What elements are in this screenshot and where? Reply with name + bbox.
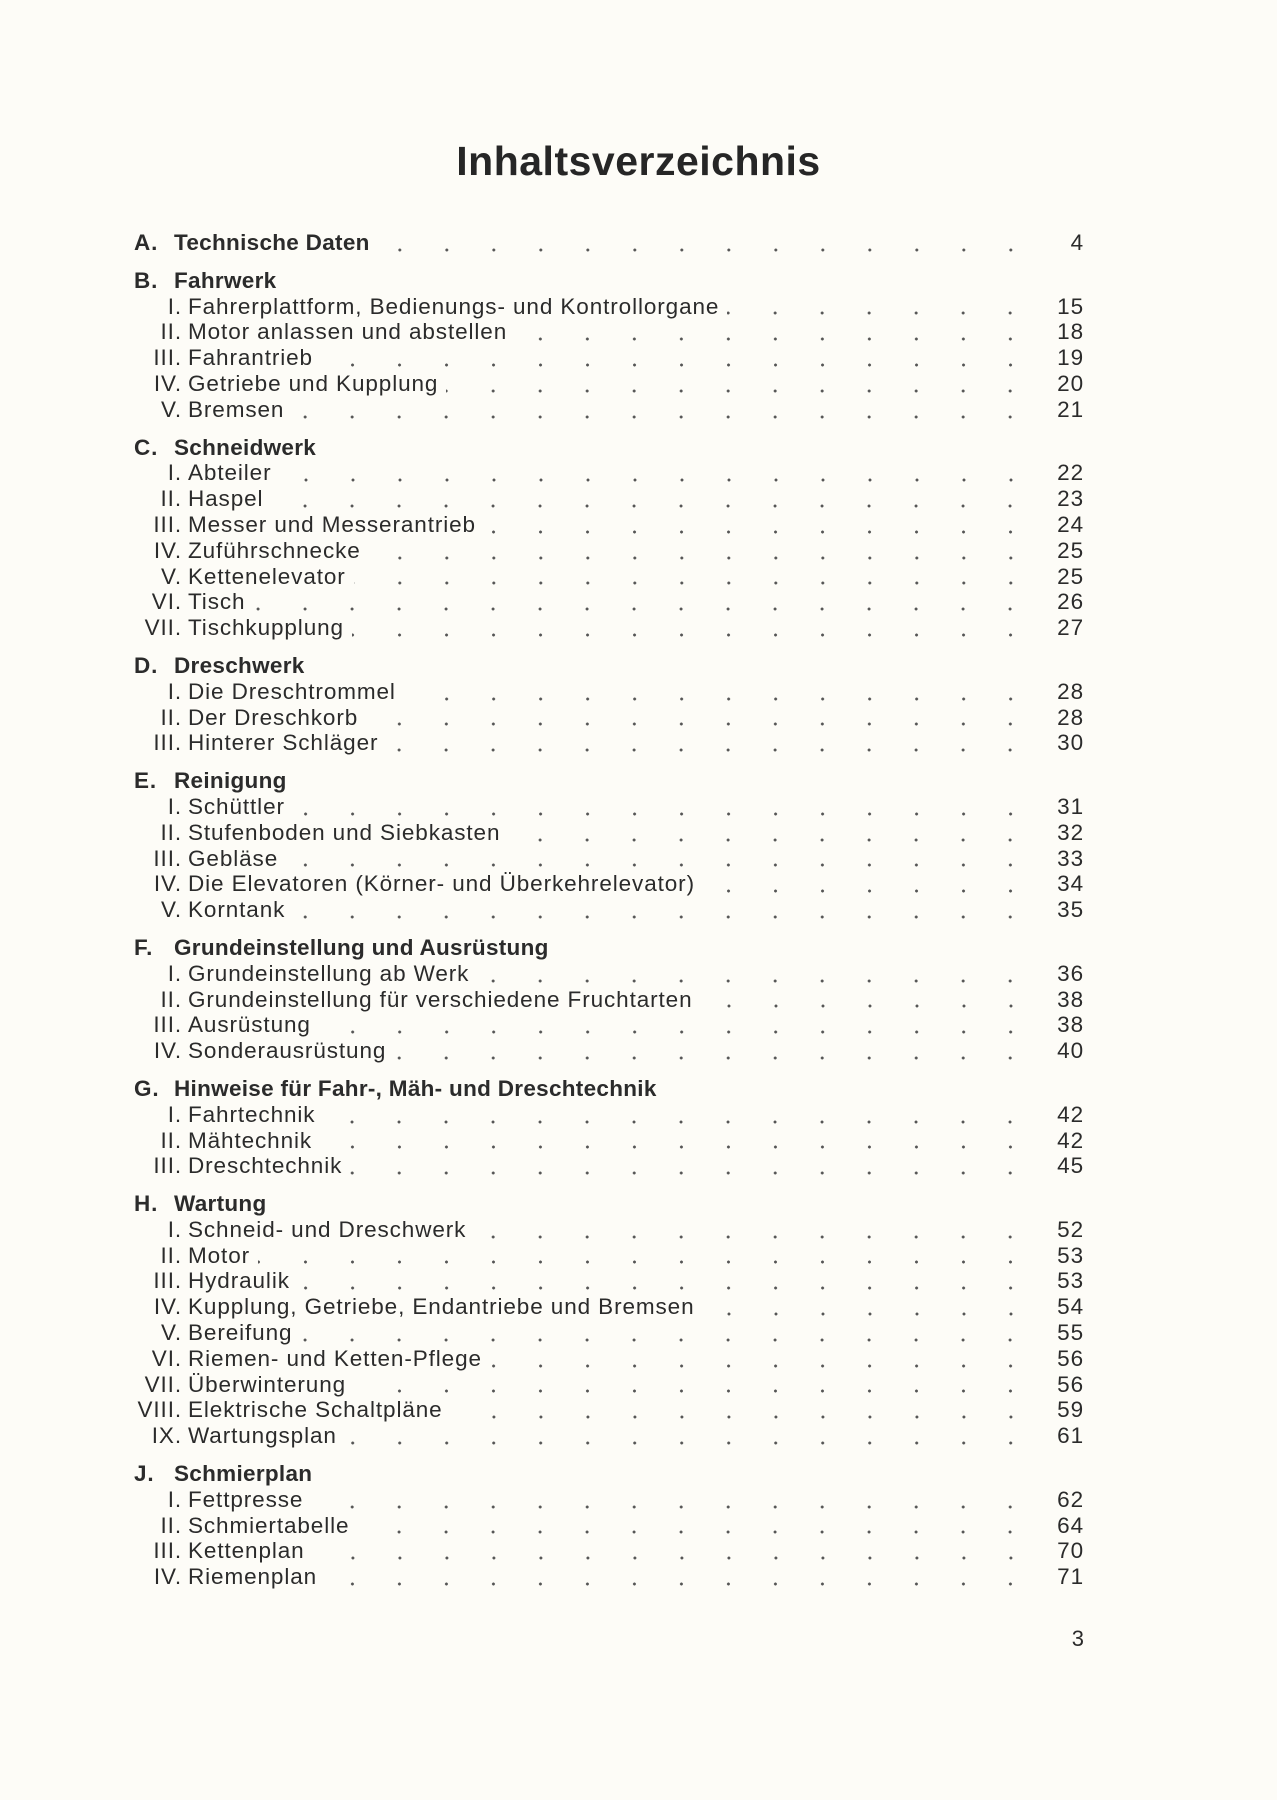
- roman-numeral: I.: [167, 1486, 182, 1512]
- dot-leader: [451, 1397, 1034, 1423]
- entry-title: Korntank: [188, 897, 286, 923]
- page-ref: 61: [1057, 1423, 1084, 1449]
- entry-title: Gebläse: [188, 845, 279, 871]
- entry-title: Schmiertabelle: [188, 1512, 350, 1538]
- dot-leader: [703, 871, 1034, 897]
- page-ref: 24: [1057, 511, 1084, 537]
- section-heading: [134, 230, 1084, 256]
- entry-title: Sonderausrüstung: [188, 1038, 387, 1064]
- section-title: Technische Daten: [174, 230, 370, 255]
- dot-leader: [703, 1294, 1034, 1320]
- toc-entry[interactable]: [134, 679, 1084, 705]
- entry-title: Messer und Messerantrieb: [188, 511, 476, 537]
- toc-entry[interactable]: [134, 705, 1084, 731]
- page-ref: 64: [1057, 1512, 1084, 1538]
- section-title: Wartung: [174, 1191, 267, 1217]
- dot-leader: [404, 679, 1034, 705]
- dot-leader: [446, 371, 1034, 397]
- toc-entry[interactable]: [134, 1217, 1084, 1243]
- roman-numeral: I.: [167, 460, 182, 486]
- roman-numeral: III.: [153, 1153, 182, 1179]
- roman-numeral: IV.: [153, 1038, 182, 1064]
- roman-numeral: IV.: [153, 370, 182, 396]
- toc-entry[interactable]: [134, 1538, 1084, 1564]
- page-ref: 38: [1057, 986, 1084, 1012]
- dot-leader: [477, 961, 1034, 987]
- toc-entry[interactable]: [134, 794, 1084, 820]
- page-ref: 34: [1057, 871, 1084, 897]
- entry-title: Tischkupplung: [188, 615, 344, 641]
- toc-section: [134, 1461, 1084, 1590]
- roman-numeral: IV.: [153, 871, 182, 897]
- dot-leader: [369, 538, 1034, 564]
- page-ref: 70: [1057, 1538, 1084, 1564]
- page-number: 3: [1071, 1626, 1084, 1651]
- roman-numeral: II.: [160, 1242, 182, 1268]
- dot-leader: [293, 897, 1034, 923]
- section-heading: [134, 768, 1084, 794]
- section-letter: J.: [134, 1461, 155, 1487]
- toc-entry[interactable]: [134, 1320, 1084, 1346]
- toc-section: [134, 435, 1084, 641]
- section-title: Hinweise für Fahr-, Mäh- und Dreschtechnik: [174, 1075, 657, 1101]
- dot-leader: [474, 1217, 1034, 1243]
- toc-section: [134, 268, 1084, 423]
- entry-title: Grundeinstellung ab Werk: [188, 960, 470, 986]
- roman-numeral: II.: [160, 1512, 182, 1538]
- page-ref: 27: [1057, 615, 1084, 641]
- toc-section: [134, 653, 1084, 756]
- toc-entry[interactable]: [134, 1346, 1084, 1372]
- page-ref: 54: [1057, 1294, 1084, 1320]
- toc-entry[interactable]: [134, 1487, 1084, 1513]
- page-ref: 40: [1057, 1038, 1084, 1064]
- entry-title: Elektrische Schaltpläne: [188, 1397, 443, 1423]
- roman-numeral: III.: [153, 345, 182, 371]
- entry-title: Riemenplan: [188, 1564, 318, 1590]
- entry-title: Abteiler: [188, 460, 272, 486]
- page-ref: 52: [1057, 1216, 1084, 1242]
- page-ref: 36: [1057, 960, 1084, 986]
- page-ref: 31: [1057, 793, 1084, 819]
- roman-numeral: VI.: [151, 1345, 182, 1371]
- roman-numeral: II.: [160, 1127, 182, 1153]
- toc-entry[interactable]: [134, 319, 1084, 345]
- page-ref: 4: [1070, 230, 1084, 255]
- toc-entry[interactable]: [134, 512, 1084, 538]
- section-letter: G.: [134, 1075, 160, 1101]
- page-ref: 22: [1057, 460, 1084, 486]
- page-ref: 56: [1057, 1345, 1084, 1371]
- section-heading: [134, 268, 1084, 294]
- dot-leader: [484, 512, 1034, 538]
- toc-entry[interactable]: [134, 1423, 1084, 1449]
- section-letter: F.: [134, 934, 154, 960]
- toc-entry[interactable]: [134, 564, 1084, 590]
- section-title: Reinigung: [174, 768, 287, 794]
- entry-title: Riemen- und Ketten-Pflege: [188, 1345, 482, 1371]
- page-ref: 59: [1057, 1397, 1084, 1423]
- page-ref: 42: [1057, 1101, 1084, 1127]
- entry-title: Die Dreschtrommel: [188, 678, 396, 704]
- section-title: Schneidwerk: [174, 434, 317, 460]
- dot-leader: [508, 820, 1034, 846]
- toc-entry[interactable]: [134, 1397, 1084, 1423]
- roman-numeral: II.: [160, 986, 182, 1012]
- dot-leader: [394, 1038, 1034, 1064]
- section-heading: [134, 1191, 1084, 1217]
- page-ref: 53: [1057, 1242, 1084, 1268]
- page-ref: 15: [1057, 293, 1084, 319]
- toc-section: [134, 768, 1084, 923]
- dot-leader: [325, 1564, 1034, 1590]
- dot-leader: [293, 794, 1034, 820]
- page-title: Inhaltsverzeichnis: [456, 138, 821, 184]
- entry-title: Fahrantrieb: [188, 345, 313, 371]
- roman-numeral: VII.: [144, 1371, 182, 1397]
- entry-title: Mähtechnik: [188, 1127, 313, 1153]
- entry-title: Getriebe und Kupplung: [188, 370, 439, 396]
- section-heading: [134, 1461, 1084, 1487]
- toc-entry[interactable]: [134, 538, 1084, 564]
- dot-leader: [354, 564, 1034, 590]
- dot-leader: [313, 1538, 1034, 1564]
- dot-leader: [350, 1153, 1034, 1179]
- entry-title: Wartungsplan: [188, 1423, 337, 1449]
- entry-title: Motor anlassen und abstellen: [188, 319, 508, 345]
- dot-leader: [490, 1346, 1034, 1372]
- entry-title: Fahrtechnik: [188, 1101, 316, 1127]
- page-ref: 28: [1057, 704, 1084, 730]
- roman-numeral: IV.: [153, 1564, 182, 1590]
- page-ref: 20: [1057, 370, 1084, 396]
- page-ref: 32: [1057, 819, 1084, 845]
- entry-title: Ausrüstung: [188, 1012, 311, 1038]
- dot-leader: [311, 1487, 1034, 1513]
- toc-entry[interactable]: [134, 846, 1084, 872]
- toc-entry[interactable]: [134, 987, 1084, 1013]
- roman-numeral: I.: [167, 793, 182, 819]
- roman-numeral: VI.: [151, 589, 182, 615]
- dot-leader: [378, 230, 1034, 256]
- entry-title: Hydraulik: [188, 1268, 290, 1294]
- dot-leader: [321, 345, 1034, 371]
- toc-entry[interactable]: [134, 294, 1084, 320]
- section-title: Schmierplan: [174, 1461, 313, 1487]
- toc-entry[interactable]: [134, 730, 1084, 756]
- entry-title: Der Dreschkorb: [188, 704, 359, 730]
- roman-numeral: II.: [160, 819, 182, 845]
- roman-numeral: V.: [161, 1320, 182, 1346]
- section-letter: H.: [134, 1191, 159, 1217]
- dot-leader: [298, 1268, 1034, 1294]
- toc-section: [134, 935, 1084, 1064]
- toc-section: [134, 1191, 1084, 1449]
- roman-numeral: IV.: [153, 537, 182, 563]
- section-title: Dreschwerk: [174, 652, 305, 678]
- entry-title: Grundeinstellung für verschiedene Fruchtarten: [188, 986, 693, 1012]
- roman-numeral: V.: [161, 396, 182, 422]
- dot-leader: [386, 730, 1034, 756]
- toc-section: [134, 1076, 1084, 1179]
- entry-title: Fahrerplattform, Bedienungs- und Kontrollorgane: [188, 293, 720, 319]
- toc-entry[interactable]: [134, 1243, 1084, 1269]
- toc-entry[interactable]: [134, 961, 1084, 987]
- page-ref: 38: [1057, 1012, 1084, 1038]
- roman-numeral: IX.: [151, 1423, 182, 1449]
- entry-title: Schneid- und Dreschwerk: [188, 1216, 467, 1242]
- toc-entry[interactable]: [134, 1038, 1084, 1064]
- toc-entry[interactable]: [134, 615, 1084, 641]
- section-letter: C.: [134, 434, 159, 460]
- entry-title: Bremsen: [188, 396, 285, 422]
- roman-numeral: III.: [153, 1268, 182, 1294]
- page-ref: 19: [1057, 345, 1084, 371]
- entry-title: Schüttler: [188, 793, 285, 819]
- dot-leader: [515, 319, 1034, 345]
- toc-entry[interactable]: [134, 1153, 1084, 1179]
- dot-leader: [258, 1243, 1034, 1269]
- entry-title: Motor: [188, 1242, 251, 1268]
- dot-leader: [253, 589, 1034, 615]
- page-ref: 45: [1057, 1153, 1084, 1179]
- section-heading: [134, 653, 1084, 679]
- page-ref: 25: [1057, 537, 1084, 563]
- entry-title: Kupplung, Getriebe, Endantriebe und Bremsen: [188, 1294, 695, 1320]
- toc-entry[interactable]: [134, 1294, 1084, 1320]
- toc-entry[interactable]: [134, 371, 1084, 397]
- entry-title: Tisch: [188, 589, 246, 615]
- page-ref: 23: [1057, 486, 1084, 512]
- dot-leader: [727, 294, 1034, 320]
- entry-title: Zuführschnecke: [188, 537, 361, 563]
- roman-numeral: II.: [160, 319, 182, 345]
- dot-leader: [286, 846, 1034, 872]
- roman-numeral: III.: [153, 845, 182, 871]
- dot-leader: [280, 460, 1035, 486]
- roman-numeral: I.: [167, 1216, 182, 1242]
- roman-numeral: VII.: [144, 615, 182, 641]
- toc-entry[interactable]: [134, 460, 1084, 486]
- roman-numeral: I.: [167, 678, 182, 704]
- dot-leader: [271, 486, 1034, 512]
- entry-title: Hinterer Schläger: [188, 730, 379, 756]
- toc-entry[interactable]: [134, 1564, 1084, 1590]
- page-ref: 55: [1057, 1320, 1084, 1346]
- entry-title: Fettpresse: [188, 1486, 304, 1512]
- toc-entry[interactable]: [134, 820, 1084, 846]
- dot-leader: [354, 1372, 1034, 1398]
- section-letter: D.: [134, 652, 159, 678]
- toc-entry[interactable]: [134, 871, 1084, 897]
- page-ref: 53: [1057, 1268, 1084, 1294]
- roman-numeral: II.: [160, 486, 182, 512]
- section-letter: B.: [134, 267, 159, 293]
- section-heading: [134, 435, 1084, 461]
- toc-entry[interactable]: [134, 1012, 1084, 1038]
- page-ref: 33: [1057, 845, 1084, 871]
- entry-title: Die Elevatoren (Körner- und Überkehrelevator): [188, 871, 695, 897]
- roman-numeral: III.: [153, 511, 182, 537]
- toc-entry[interactable]: [134, 1268, 1084, 1294]
- dot-leader: [352, 615, 1034, 641]
- page-ref: 56: [1057, 1371, 1084, 1397]
- page-ref: 71: [1057, 1564, 1084, 1590]
- roman-numeral: I.: [167, 960, 182, 986]
- page-ref: 30: [1057, 730, 1084, 756]
- section-letter: E.: [134, 768, 158, 794]
- toc-entry[interactable]: [134, 1128, 1084, 1154]
- toc-entry[interactable]: [134, 345, 1084, 371]
- toc-entry[interactable]: [134, 897, 1084, 923]
- toc-entry[interactable]: [134, 397, 1084, 423]
- toc-entry[interactable]: [134, 1513, 1084, 1539]
- entry-title: Überwinterung: [188, 1371, 347, 1397]
- toc-entry[interactable]: [134, 589, 1084, 615]
- dot-leader: [300, 1320, 1034, 1346]
- roman-numeral: I.: [167, 293, 182, 319]
- roman-numeral: V.: [161, 897, 182, 923]
- page-ref: 18: [1057, 319, 1084, 345]
- entry-title: Dreschtechnik: [188, 1153, 343, 1179]
- entry-title: Haspel: [188, 486, 264, 512]
- dot-leader: [323, 1102, 1034, 1128]
- section-heading: [134, 1076, 1084, 1102]
- page-ref: 35: [1057, 897, 1084, 923]
- toc-entry[interactable]: [134, 1102, 1084, 1128]
- dot-leader: [319, 1012, 1034, 1038]
- section-title: Fahrwerk: [174, 267, 277, 293]
- page-ref: 25: [1057, 563, 1084, 589]
- roman-numeral: IV.: [153, 1294, 182, 1320]
- entry-title: Kettenelevator: [188, 563, 346, 589]
- page-ref: 28: [1057, 678, 1084, 704]
- section-letter: A.: [134, 230, 159, 255]
- dot-leader: [357, 1513, 1034, 1539]
- roman-numeral: II.: [160, 704, 182, 730]
- toc-entry[interactable]: [134, 1372, 1084, 1398]
- page-ref: 26: [1057, 589, 1084, 615]
- section-heading: [134, 935, 1084, 961]
- roman-numeral: VIII.: [137, 1397, 182, 1423]
- roman-numeral: V.: [161, 563, 182, 589]
- page-ref: 21: [1057, 396, 1084, 422]
- entry-title: Stufenboden und Siebkasten: [188, 819, 501, 845]
- page-ref: 62: [1057, 1486, 1084, 1512]
- table-of-contents: [134, 230, 1084, 1590]
- roman-numeral: III.: [153, 730, 182, 756]
- toc-section: [134, 230, 1084, 256]
- roman-numeral: I.: [167, 1101, 182, 1127]
- page-ref: 42: [1057, 1127, 1084, 1153]
- toc-entry[interactable]: [134, 486, 1084, 512]
- roman-numeral: III.: [153, 1538, 182, 1564]
- entry-title: Kettenplan: [188, 1538, 305, 1564]
- entry-title: Bereifung: [188, 1320, 293, 1346]
- dot-leader: [366, 705, 1034, 731]
- dot-leader: [292, 397, 1034, 423]
- roman-numeral: III.: [153, 1012, 182, 1038]
- section-title: Grundeinstellung und Ausrüstung: [174, 934, 549, 960]
- dot-leader: [345, 1423, 1034, 1449]
- dot-leader: [320, 1128, 1034, 1154]
- dot-leader: [701, 987, 1034, 1013]
